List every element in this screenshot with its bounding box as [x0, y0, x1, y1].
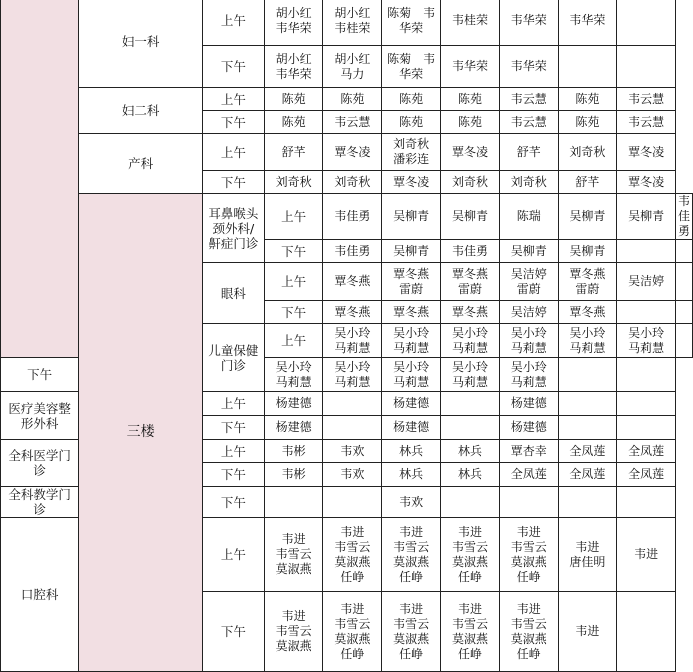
department-name: 妇一科 [79, 0, 203, 88]
doctor-cell[interactable]: 刘奇秋 [558, 134, 617, 171]
doctor-cell[interactable]: 吴小玲 马莉慧 [441, 358, 500, 392]
doctor-cell[interactable]: 陈苑 [441, 111, 500, 134]
doctor-cell[interactable] [441, 416, 500, 440]
doctor-cell[interactable]: 韦欢 [323, 440, 382, 463]
doctor-cell[interactable]: 韦进 韦雪云 莫淑燕 任峥 [441, 518, 500, 592]
doctor-cell[interactable]: 陈苑 [558, 111, 617, 134]
doctor-cell[interactable] [617, 240, 676, 263]
doctor-cell[interactable]: 全凤莲 [499, 463, 558, 487]
doctor-cell[interactable]: 全凤莲 [617, 463, 676, 487]
doctor-cell[interactable]: 覃冬凌 [382, 171, 441, 194]
doctor-cell[interactable]: 胡小红 韦华荣 [264, 0, 323, 46]
doctor-cell[interactable]: 吴小玲 马莉慧 [558, 324, 617, 358]
doctor-cell[interactable] [617, 301, 676, 324]
doctor-cell[interactable]: 覃冬燕 雷蔚 [441, 263, 500, 301]
department-name: 全科教学门诊 [1, 487, 79, 518]
doctor-cell[interactable]: 韦彬 [264, 440, 323, 463]
doctor-cell[interactable]: 韦佳勇 [675, 194, 692, 240]
doctor-cell[interactable]: 韦云慧 [617, 88, 676, 111]
doctor-cell[interactable] [499, 487, 558, 518]
session-period: 下午 [202, 463, 264, 487]
doctor-cell[interactable]: 韦彬 [264, 463, 323, 487]
doctor-cell[interactable]: 韦云慧 [617, 111, 676, 134]
doctor-cell[interactable]: 胡小红 韦华荣 [264, 46, 323, 88]
doctor-cell[interactable]: 韦云慧 [499, 111, 558, 134]
doctor-cell[interactable]: 吴柳青 [382, 194, 441, 240]
doctor-cell[interactable] [675, 301, 692, 324]
doctor-cell[interactable]: 韦进 [558, 592, 617, 672]
doctor-cell[interactable]: 刘奇秋 潘彩连 [382, 134, 441, 171]
doctor-cell[interactable]: 吴柳青 [441, 194, 500, 240]
doctor-cell[interactable]: 陈苑 [323, 88, 382, 111]
doctor-cell[interactable]: 刘奇秋 [264, 171, 323, 194]
doctor-cell[interactable]: 吴小玲 马莉慧 [264, 358, 323, 392]
session-period: 下午 [264, 240, 323, 263]
doctor-cell[interactable] [441, 392, 500, 416]
doctor-cell[interactable]: 韦佳勇 [323, 194, 382, 240]
doctor-cell[interactable]: 吴小玲 马莉慧 [382, 324, 441, 358]
doctor-cell[interactable]: 吴柳青 [558, 240, 617, 263]
doctor-cell[interactable]: 覃冬凌 [323, 134, 382, 171]
doctor-cell[interactable] [675, 324, 692, 358]
doctor-cell[interactable] [558, 487, 617, 518]
doctor-cell[interactable] [558, 46, 617, 88]
doctor-cell[interactable]: 吴洁婷 [499, 301, 558, 324]
doctor-cell[interactable]: 陈苑 [264, 111, 323, 134]
doctor-cell[interactable] [675, 263, 692, 301]
doctor-cell[interactable]: 林兵 [382, 463, 441, 487]
doctor-cell[interactable] [558, 416, 617, 440]
doctor-cell[interactable]: 杨建德 [499, 392, 558, 416]
doctor-cell[interactable]: 刘奇秋 [323, 171, 382, 194]
doctor-cell[interactable] [617, 358, 676, 392]
doctor-cell[interactable]: 韦进 韦雪云 莫淑燕 任峥 [382, 592, 441, 672]
doctor-cell[interactable] [264, 487, 323, 518]
doctor-cell[interactable]: 全凤莲 [558, 463, 617, 487]
session-period: 下午 [202, 487, 264, 518]
doctor-cell[interactable]: 吴柳青 [558, 194, 617, 240]
doctor-cell[interactable]: 吴小玲 马莉慧 [499, 358, 558, 392]
department-name: 全科医学门诊 [1, 440, 79, 487]
doctor-cell[interactable]: 韦华荣 [499, 46, 558, 88]
doctor-cell[interactable] [323, 416, 382, 440]
doctor-cell[interactable]: 覃冬燕 [323, 301, 382, 324]
doctor-cell[interactable]: 吴洁婷 [617, 263, 676, 301]
department-name: 妇二科 [79, 88, 203, 134]
doctor-cell[interactable] [558, 392, 617, 416]
doctor-cell[interactable]: 胡小红 马力 [323, 46, 382, 88]
doctor-cell[interactable]: 韦进 韦雪云 莫淑燕 任峥 [323, 518, 382, 592]
doctor-cell[interactable]: 韦进 韦雪云 莫淑燕 [264, 592, 323, 672]
doctor-cell[interactable]: 韦进 [617, 518, 676, 592]
floor-label [1, 0, 79, 358]
doctor-cell[interactable]: 杨建德 [264, 416, 323, 440]
department-name: 产科 [79, 134, 203, 194]
doctor-cell[interactable] [617, 416, 676, 440]
session-period: 上午 [202, 134, 264, 171]
doctor-cell[interactable]: 刘奇秋 [499, 171, 558, 194]
session-period: 上午 [264, 263, 323, 301]
doctor-cell[interactable]: 韦进 韦雪云 莫淑燕 任峥 [499, 592, 558, 672]
doctor-cell[interactable]: 吴小玲 马莉慧 [617, 324, 676, 358]
department-name: 医疗美容整形外科 [1, 392, 79, 440]
session-period: 下午 [202, 416, 264, 440]
doctor-cell[interactable] [323, 487, 382, 518]
doctor-cell[interactable]: 吴小玲 马莉慧 [499, 324, 558, 358]
doctor-cell[interactable]: 林兵 [441, 463, 500, 487]
session-period: 上午 [202, 440, 264, 463]
table-row [1, 0, 693, 46]
floor-label: 三楼 [79, 194, 203, 672]
department-name: 儿童保健门诊 [202, 324, 264, 392]
doctor-cell[interactable]: 覃冬燕 雷蔚 [382, 263, 441, 301]
doctor-cell[interactable]: 全凤莲 [558, 440, 617, 463]
doctor-cell[interactable]: 陈苑 [558, 88, 617, 111]
doctor-cell[interactable]: 覃冬燕 [441, 301, 500, 324]
doctor-cell[interactable] [323, 392, 382, 416]
doctor-cell[interactable] [441, 487, 500, 518]
doctor-cell[interactable]: 吴柳青 [499, 240, 558, 263]
session-period: 上午 [264, 324, 323, 358]
doctor-cell[interactable] [617, 592, 676, 672]
doctor-cell[interactable]: 韦佳勇 [323, 240, 382, 263]
doctor-cell[interactable]: 杨建德 [264, 392, 323, 416]
session-period: 上午 [264, 194, 323, 240]
doctor-cell[interactable]: 舒芊 [264, 134, 323, 171]
doctor-cell[interactable]: 韦进 韦雪云 莫淑燕 任峥 [441, 592, 500, 672]
table-row [1, 134, 693, 171]
session-period: 下午 [202, 111, 264, 134]
doctor-cell[interactable]: 杨建德 [382, 416, 441, 440]
doctor-cell[interactable]: 韦进 唐佳明 [558, 518, 617, 592]
doctor-cell[interactable]: 杨建德 [382, 392, 441, 416]
session-period: 下午 [202, 46, 264, 88]
session-period: 上午 [202, 88, 264, 111]
doctor-cell[interactable]: 韦进 韦雪云 莫淑燕 [264, 518, 323, 592]
doctor-cell[interactable] [617, 0, 676, 46]
doctor-cell[interactable] [675, 240, 692, 263]
doctor-cell[interactable] [558, 358, 617, 392]
session-period: 下午 [1, 358, 79, 392]
doctor-cell[interactable]: 韦进 韦雪云 莫淑燕 任峥 [323, 592, 382, 672]
doctor-cell[interactable]: 林兵 [441, 440, 500, 463]
doctor-cell[interactable]: 陈苑 [264, 88, 323, 111]
doctor-cell[interactable]: 刘奇秋 [441, 171, 500, 194]
doctor-cell[interactable]: 韦桂荣 [441, 0, 500, 46]
doctor-cell[interactable]: 韦华荣 [499, 0, 558, 46]
doctor-cell[interactable]: 韦云慧 [323, 111, 382, 134]
doctor-cell[interactable]: 韦进 韦雪云 莫淑燕 任峥 [499, 518, 558, 592]
doctor-cell[interactable]: 陈苑 [382, 88, 441, 111]
doctor-cell[interactable]: 覃冬燕 [382, 301, 441, 324]
doctor-cell[interactable]: 舒芊 [558, 171, 617, 194]
doctor-cell[interactable]: 韦华荣 [441, 46, 500, 88]
department-name: 耳鼻喉头颈外科/鼾症门诊 [202, 194, 264, 263]
doctor-cell[interactable]: 胡小红 韦桂荣 [323, 0, 382, 46]
session-period: 上午 [202, 0, 264, 46]
doctor-cell[interactable]: 韦欢 [323, 463, 382, 487]
table-row [1, 88, 693, 111]
doctor-cell[interactable] [617, 46, 676, 88]
doctor-cell[interactable]: 吴柳青 [617, 194, 676, 240]
session-period: 上午 [202, 518, 264, 592]
doctor-cell[interactable] [617, 392, 676, 416]
department-name: 口腔科 [1, 518, 79, 672]
doctor-cell[interactable]: 陈瑞 [499, 194, 558, 240]
doctor-cell[interactable]: 韦进 韦雪云 莫淑燕 任峥 [382, 518, 441, 592]
doctor-cell[interactable]: 韦佳勇 [441, 240, 500, 263]
doctor-cell[interactable]: 全凤莲 [617, 440, 676, 463]
doctor-cell[interactable]: 陈苑 [382, 111, 441, 134]
doctor-cell[interactable]: 覃冬燕 [558, 301, 617, 324]
doctor-cell[interactable]: 陈苑 [441, 88, 500, 111]
doctor-cell[interactable]: 吴小玲 马莉慧 [382, 358, 441, 392]
doctor-cell[interactable]: 舒芊 [499, 134, 558, 171]
doctor-cell[interactable]: 韦华荣 [558, 0, 617, 46]
doctor-cell[interactable]: 陈菊 韦 华荣 [382, 0, 441, 46]
session-period: 下午 [202, 592, 264, 672]
doctor-cell[interactable]: 覃冬凌 [441, 134, 500, 171]
session-period: 下午 [202, 171, 264, 194]
doctor-cell[interactable]: 韦云慧 [499, 88, 558, 111]
doctor-cell[interactable]: 覃冬燕 雷蔚 [558, 263, 617, 301]
session-period: 上午 [202, 392, 264, 416]
doctor-cell[interactable]: 覃冬燕 [323, 263, 382, 301]
doctor-cell[interactable]: 吴小玲 马莉慧 [441, 324, 500, 358]
doctor-cell[interactable]: 杨建德 [499, 416, 558, 440]
doctor-cell[interactable] [617, 487, 676, 518]
doctor-cell[interactable]: 覃杏幸 [499, 440, 558, 463]
session-period: 下午 [264, 301, 323, 324]
doctor-cell[interactable]: 吴小玲 马莉慧 [323, 324, 382, 358]
doctor-cell[interactable]: 吴小玲 马莉慧 [323, 358, 382, 392]
doctor-cell[interactable]: 韦欢 [382, 487, 441, 518]
table-row [1, 194, 693, 240]
doctor-cell[interactable]: 覃冬凌 [617, 171, 676, 194]
doctor-cell[interactable]: 陈菊 韦 华荣 [382, 46, 441, 88]
department-name: 眼科 [202, 263, 264, 324]
doctor-cell[interactable]: 吴洁婷 雷蔚 [499, 263, 558, 301]
doctor-cell[interactable]: 吴柳青 [382, 240, 441, 263]
doctor-cell[interactable]: 林兵 [382, 440, 441, 463]
doctor-cell[interactable]: 覃冬凌 [617, 134, 676, 171]
